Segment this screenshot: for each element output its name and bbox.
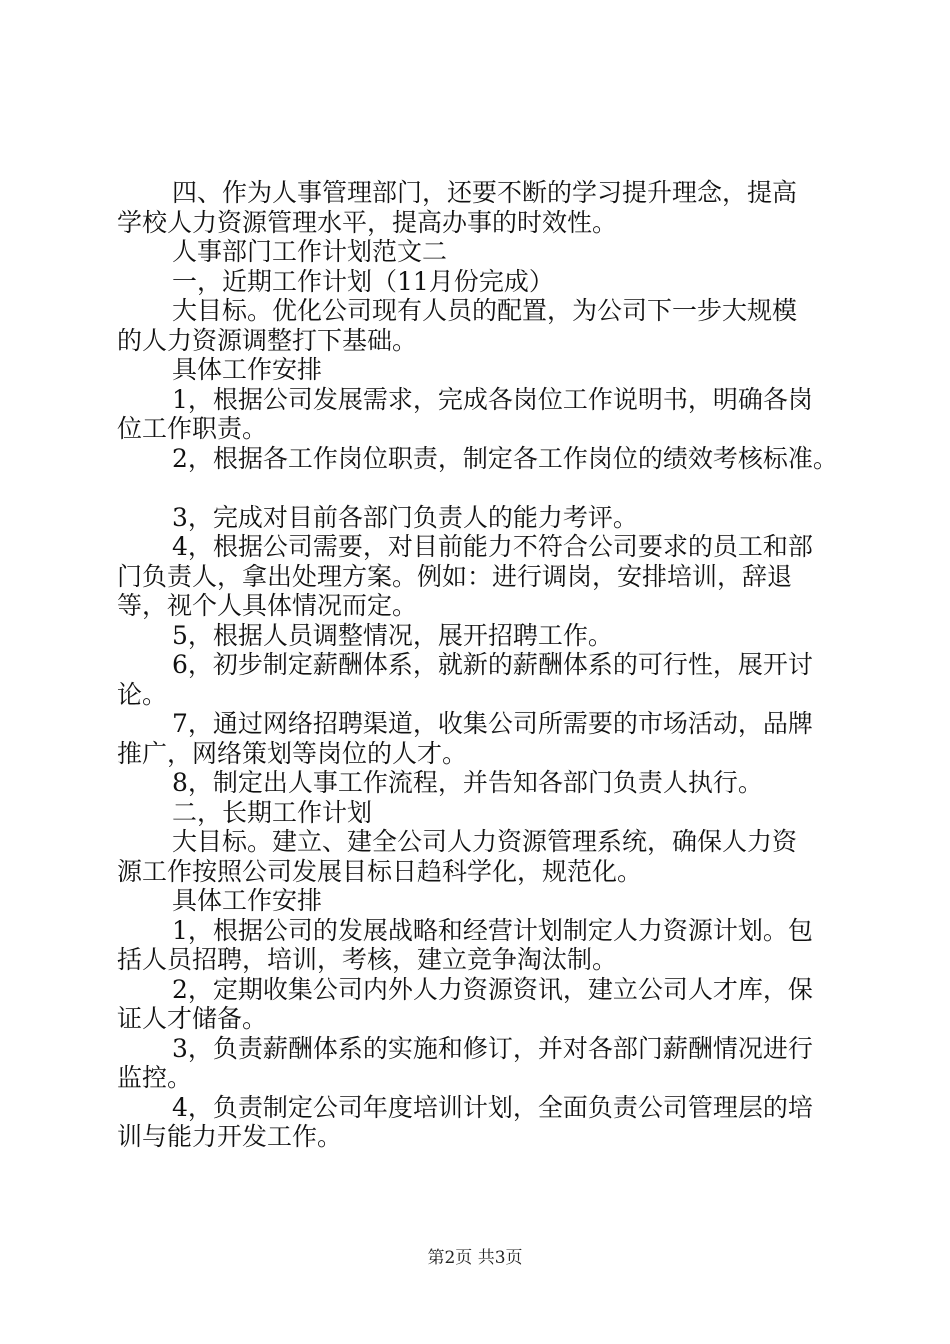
list-item-line: 论。	[117, 679, 168, 709]
list-item-line: 监控。	[117, 1063, 193, 1092]
blank-line	[117, 473, 852, 503]
list-item-line: 证人才储备。	[117, 1004, 268, 1033]
list-item-line: 4，根据公司需要，对目前能力不符合公司要求的员工和部	[172, 532, 813, 561]
paragraph-line: 学校人力资源管理水平，提高办事的时效性。	[117, 207, 618, 237]
list-item-line: 1，根据公司发展需求，完成各岗位工作说明书，明确各岗	[172, 384, 813, 414]
section-heading: 一，近期工作计划（11月份完成）	[172, 266, 554, 296]
list-item-line: 6，初步制定薪酬体系，就新的薪酬体系的可行性，展开讨	[172, 650, 813, 679]
list-item-line: 训与能力开发工作。	[117, 1122, 343, 1151]
list-item-line: 7，通过网络招聘渠道，收集公司所需要的市场活动，品牌	[172, 709, 813, 738]
paragraph-line: 源工作按照公司发展目标日趋科学化，规范化。	[117, 856, 643, 886]
section-heading: 人事部门工作计划范文二	[172, 237, 448, 266]
list-item-line: 括人员招聘，培训，考核，建立竞争淘汰制。	[117, 945, 618, 974]
paragraph-line: 的人力资源调整打下基础。	[117, 325, 418, 355]
list-item-line: 3，完成对目前各部门负责人的能力考评。	[172, 502, 638, 532]
paragraph-line: 四、作为人事管理部门，还要不断的学习提升理念，提高	[172, 178, 798, 207]
list-item-line: 3，负责薪酬体系的实施和修订，并对各部门薪酬情况进行	[172, 1033, 813, 1063]
list-item-line: 8，制定出人事工作流程，并告知各部门负责人执行。	[172, 768, 763, 797]
list-item-line: 门负责人，拿出处理方案。例如：进行调岗，安排培训，辞退	[117, 561, 793, 591]
paragraph-line: 大目标。优化公司现有人员的配置，为公司下一步大规模	[172, 296, 798, 325]
document-body	[117, 178, 852, 1152]
list-item-line: 4，负责制定公司年度培训计划，全面负责公司管理层的培	[172, 1092, 813, 1122]
page-number-footer: 第2页 共3页	[427, 1248, 523, 1268]
subheading: 具体工作安排	[172, 355, 323, 384]
subheading: 具体工作安排	[172, 886, 323, 915]
section-heading: 二，长期工作计划	[172, 797, 373, 827]
list-item-line: 1，根据公司的发展战略和经营计划制定人力资源计划。包	[172, 915, 813, 945]
list-item-line: 2，定期收集公司内外人力资源资讯，建立公司人才库，保	[172, 974, 813, 1004]
list-item-line: 位工作职责。	[117, 414, 268, 443]
list-item-line: 等，视个人具体情况而定。	[117, 591, 418, 620]
list-item-line: 2，根据各工作岗位职责，制定各工作岗位的绩效考核标准。	[172, 443, 838, 473]
list-item-line: 5，根据人员调整情况，展开招聘工作。	[172, 620, 613, 650]
list-item-line: 推广，网络策划等岗位的人才。	[117, 738, 468, 768]
paragraph-line: 大目标。建立、建全公司人力资源管理系统，确保人力资	[172, 827, 798, 856]
